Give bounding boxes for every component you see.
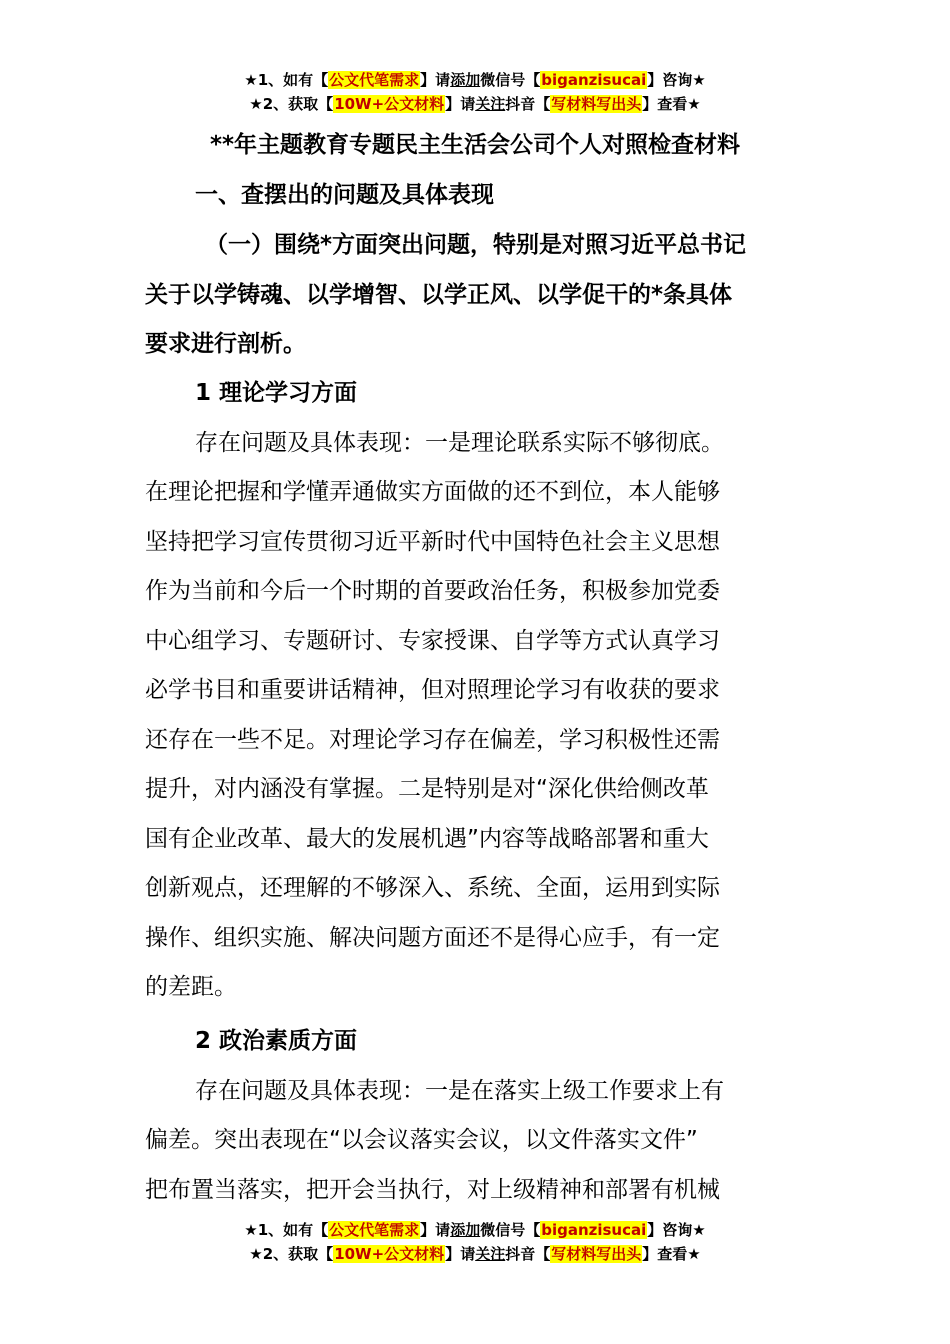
highlight-douyin: 写材料写出头 bbox=[551, 95, 642, 113]
paragraph-line: 存在问题及具体表现：一是理论联系实际不够彻底。 bbox=[195, 429, 724, 456]
banner-text: 】请 bbox=[445, 1245, 476, 1263]
paragraph-line: 创新观点，还理解的不够深入、系统、全面，运用到实际 bbox=[145, 875, 720, 901]
banner-text: ★1、如有【 bbox=[244, 71, 329, 89]
banner-text: 微信号【 bbox=[480, 71, 541, 89]
underlined-text: 关注 bbox=[475, 1245, 506, 1263]
paragraph-line: 中心组学习、专题研讨、专家授课、自学等方式认真学习 bbox=[145, 627, 720, 654]
paragraph-line: 的差距。 bbox=[145, 974, 237, 1000]
section-1 bbox=[145, 369, 810, 1013]
highlight-wechat-id: biganzisucai bbox=[541, 71, 647, 89]
banner-text: ★2、获取【 bbox=[249, 1245, 334, 1263]
paragraph-line: 坚持把学习宣传贯彻习近平新时代中国特色社会主义思想 bbox=[145, 528, 720, 555]
banner-text: 】咨询★ bbox=[647, 1221, 706, 1239]
banner-text: 】请 bbox=[420, 71, 451, 89]
subheading-block bbox=[145, 221, 810, 370]
section-heading: 一、查摆出的问题及具体表现 bbox=[195, 182, 494, 208]
banner-text: 】查看★ bbox=[642, 1245, 701, 1263]
highlight-douyin: 写材料写出头 bbox=[551, 1245, 642, 1263]
paragraph-line: 还存在一些不足。对理论学习存在偏差，学习积极性还需 bbox=[145, 726, 720, 753]
header-banner bbox=[0, 68, 950, 116]
highlight-materials: 10W+公文材料 bbox=[334, 95, 445, 113]
highlight-service: 公文代笔需求 bbox=[329, 1221, 420, 1239]
section-2-title: 2 政治素质方面 bbox=[195, 1028, 358, 1054]
banner-text: ★2、获取【 bbox=[249, 95, 334, 113]
banner-line-1 bbox=[0, 68, 950, 92]
banner-text: 】请 bbox=[445, 95, 476, 113]
banner-text: 抖音【 bbox=[505, 1245, 551, 1263]
highlight-materials: 10W+公文材料 bbox=[334, 1245, 445, 1263]
section-2 bbox=[145, 1017, 810, 1215]
paragraph-line: 国有企业改革、最大的发展机遇”内容等战略部署和重大 bbox=[145, 825, 709, 852]
banner-text: ★1、如有【 bbox=[244, 1221, 329, 1239]
underlined-text: 关注 bbox=[475, 95, 506, 113]
paragraph-line: 在理论把握和学懂弄通做实方面做的还不到位，本人能够 bbox=[145, 479, 720, 505]
footer-banner bbox=[0, 1218, 950, 1266]
underlined-text: 添加 bbox=[450, 71, 481, 89]
paragraph-line: 操作、组织实施、解决问题方面还不是得心应手，有一定 bbox=[145, 924, 720, 951]
highlight-service: 公文代笔需求 bbox=[329, 71, 420, 89]
paragraph-line: 存在问题及具体表现：一是在落实上级工作要求上有 bbox=[195, 1077, 724, 1104]
highlight-wechat-id: biganzisucai bbox=[541, 1221, 647, 1239]
subheading-line: 要求进行剖析。 bbox=[145, 331, 306, 357]
banner-text: 抖音【 bbox=[505, 95, 551, 113]
paragraph-line: 作为当前和今后一个时期的首要政治任务，积极参加党委 bbox=[145, 578, 720, 604]
paragraph-line: 把布置当落实，把开会当执行，对上级精神和部署有机械 bbox=[145, 1176, 720, 1203]
banner-text: 】请 bbox=[420, 1221, 451, 1239]
underlined-text: 添加 bbox=[450, 1221, 481, 1239]
banner-text: 】咨询★ bbox=[647, 71, 706, 89]
banner-text: 】查看★ bbox=[642, 95, 701, 113]
banner-text: 微信号【 bbox=[480, 1221, 541, 1239]
paragraph-line: 偏差。突出表现在“以会议落实会议，以文件落实文件” bbox=[145, 1127, 698, 1153]
subheading-line: （一）围绕*方面突出问题，特别是对照习近平总书记 bbox=[205, 232, 747, 258]
paragraph-line: 必学书目和重要讲话精神，但对照理论学习有收获的要求 bbox=[145, 677, 720, 703]
banner-line-2 bbox=[0, 1242, 950, 1266]
subheading-line: 关于以学铸魂、以学增智、以学正风、以学促干的*条具体 bbox=[145, 281, 733, 308]
banner-line-1 bbox=[0, 1218, 950, 1242]
banner-line-2 bbox=[0, 92, 950, 116]
section-1-title: 1 理论学习方面 bbox=[195, 380, 358, 406]
paragraph-line: 提升，对内涵没有掌握。二是特别是对“深化供给侧改革 bbox=[145, 776, 709, 802]
document-title: **年主题教育专题民主生活会公司个人对照检查材料 bbox=[209, 132, 741, 158]
